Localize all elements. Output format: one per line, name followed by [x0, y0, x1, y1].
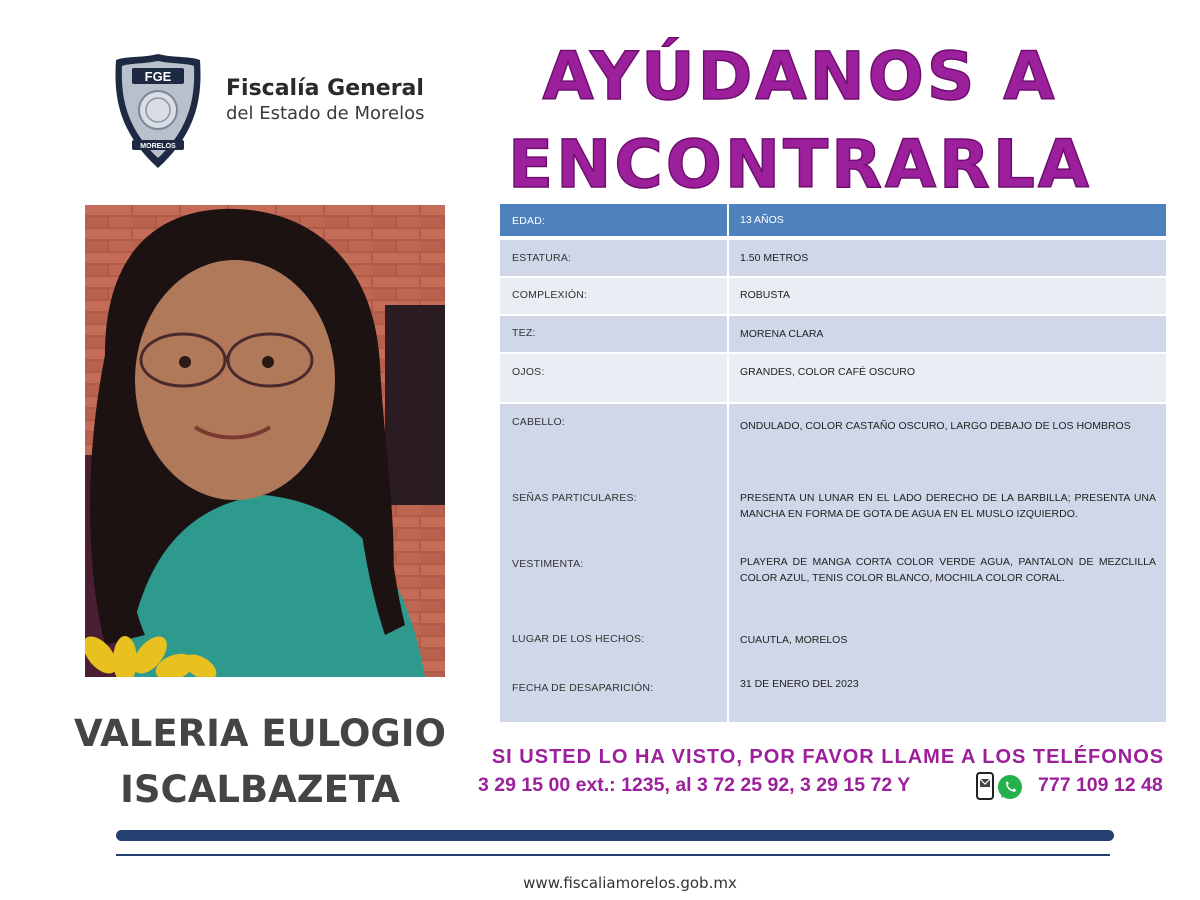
contact-whatsapp-number: 777 109 12 48: [1038, 774, 1163, 796]
senas-value: PRESENTA UN LUNAR EN EL LADO DERECHO DE LA BARBILLA; PRESENTA UNA MANCHA EN FORMA DE GOTA DE AGUA EN EL MUSLO IZQUIERDO.: [740, 492, 1156, 520]
table-row-edad: [500, 204, 1166, 236]
estatura-label: ESTATURA:: [512, 252, 572, 264]
table-block-details: [500, 404, 1166, 722]
details-table: [500, 204, 1166, 722]
lugar-label: LUGAR DE LOS HECHOS:: [512, 633, 645, 645]
estatura-value: 1.50 METROS: [740, 252, 809, 264]
whatsapp-icon: [997, 774, 1023, 800]
org-name-line1: Fiscalía General: [226, 76, 424, 101]
headline-line1: AYÚDANOS A: [542, 38, 1058, 115]
mobile-phone-icon: [974, 772, 996, 800]
edad-label: EDAD:: [512, 215, 546, 227]
contact-phone-numbers: 3 29 15 00 ext.: 1235, al 3 72 25 92, 3 29 15 72 Y: [478, 774, 911, 796]
complexion-label: COMPLEXIÓN:: [512, 289, 588, 301]
footer-divider-thin: [116, 854, 1110, 856]
senas-label: SEÑAS PARTICULARES:: [512, 492, 637, 504]
website-url[interactable]: www.fiscaliamorelos.gob.mx: [523, 874, 737, 892]
vestimenta-value: PLAYERA DE MANGA CORTA COLOR VERDE AGUA, PANTALON DE MEZCLILLA COLOR AZUL, TENIS COLOR BLANCO, MOCHILA COLOR CORAL.: [740, 556, 1156, 584]
complexion-value: ROBUSTA: [740, 289, 790, 301]
table-row-tez: [500, 316, 1166, 352]
cabello-label: CABELLO:: [512, 416, 565, 428]
ojos-label: OJOS:: [512, 366, 545, 378]
tez-label: TEZ:: [512, 327, 536, 339]
footer-divider-thick: [116, 830, 1114, 841]
lugar-value: CUAUTLA, MORELOS: [740, 634, 848, 646]
fecha-label: FECHA DE DESAPARICIÓN:: [512, 682, 654, 694]
ojos-value: GRANDES, COLOR CAFÉ OSCURO: [740, 366, 916, 378]
tez-value: MORENA CLARA: [740, 328, 824, 340]
fecha-value: 31 DE ENERO DEL 2023: [740, 678, 859, 690]
vestimenta-label: VESTIMENTA:: [512, 558, 584, 570]
fge-badge-logo: [112, 52, 204, 170]
person-name-line2: ISCALBAZETA: [120, 768, 400, 811]
edad-value: 13 AÑOS: [740, 214, 784, 226]
person-name-line1: VALERIA EULOGIO: [73, 712, 446, 755]
cabello-value: ONDULADO, COLOR CASTAÑO OSCURO, LARGO DEBAJO DE LOS HOMBROS: [740, 420, 1131, 432]
logo-bottom-text: MORELOS: [140, 143, 176, 150]
headline-line2: ENCONTRARLA: [508, 126, 1092, 203]
missing-person-photo: [85, 205, 445, 677]
table-row-complexion: [500, 278, 1166, 314]
contact-call-to-action: SI USTED LO HA VISTO, POR FAVOR LLAME A LOS TELÉFONOS: [491, 746, 1165, 768]
table-row-estatura: [500, 240, 1166, 276]
logo-text: FGE: [144, 69, 172, 84]
org-name-line2: del Estado de Morelos: [226, 103, 425, 124]
table-row-ojos: [500, 354, 1166, 402]
